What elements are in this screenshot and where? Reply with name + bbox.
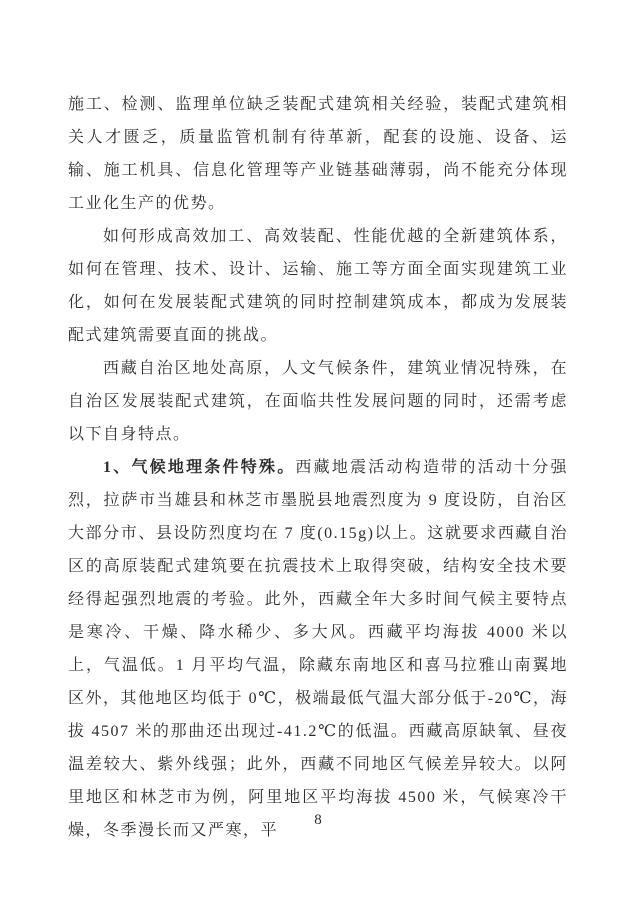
paragraph-text: 西藏地震活动构造带的活动十分强烈，拉萨市当雄县和林芝市墨脱县地震烈度为 9 度设防，自治区大部分市、县设防烈度均在 7 度(0.15g)以上。这就要求西藏自治区的高原装配式建筑要在抗震技术上取得突破，结构安全技术要经得起强烈地震的考验。此外，西藏全年大多时间气候主要特点是寒冷、干燥、降水稀少、多大风。西藏平均海拔 4000 米以上，气温低。1 月平均气温，除藏东南地区和喜马拉雅山南翼地区外，其他地区均低于 0℃，极端最低气温大部分低于-20℃，海拔 4507 米的那曲还出现过-41.2℃的低温。西藏高原缺氧、昼夜温差较大、紫外线强；此外，西藏不同地区气候差异较大。以阿里地区和林芝市为例，阿里地区平均海拔 4500 米，气候寒冷干燥，冬季漫长而又严寒，平 [68,459,568,839]
paragraph-climate-geography [68,451,568,847]
paragraph-text: 如何形成高效加工、高效装配、性能优越的全新建筑体系，如何在管理、技术、设计、运输、施工等方面全面实现建筑工业化，如何在发展装配式建筑的同时控制建筑成本，都成为发展装配式建筑需要直面的挑战。 [68,228,568,344]
paragraph-continuation [68,88,568,220]
paragraph-challenges [68,220,568,352]
paragraph-text: 施工、检测、监理单位缺乏装配式建筑相关经验，装配式建筑相关人才匮乏，质量监管机制有待革新，配套的设施、设备、运输、施工机具、信息化管理等产业链基础薄弱，尚不能充分体现工业化生产的优势。 [68,96,568,212]
text-body [68,88,568,847]
section-heading-inline: 1、气候地理条件特殊。 [103,459,296,476]
page-number: 8 [314,812,322,828]
paragraph-text: 西藏自治区地处高原，人文气候条件，建筑业情况特殊，在自治区发展装配式建筑，在面临共性发展问题的同时，还需考虑以下自身特点。 [68,360,568,443]
paragraph-tibet-intro [68,352,568,451]
